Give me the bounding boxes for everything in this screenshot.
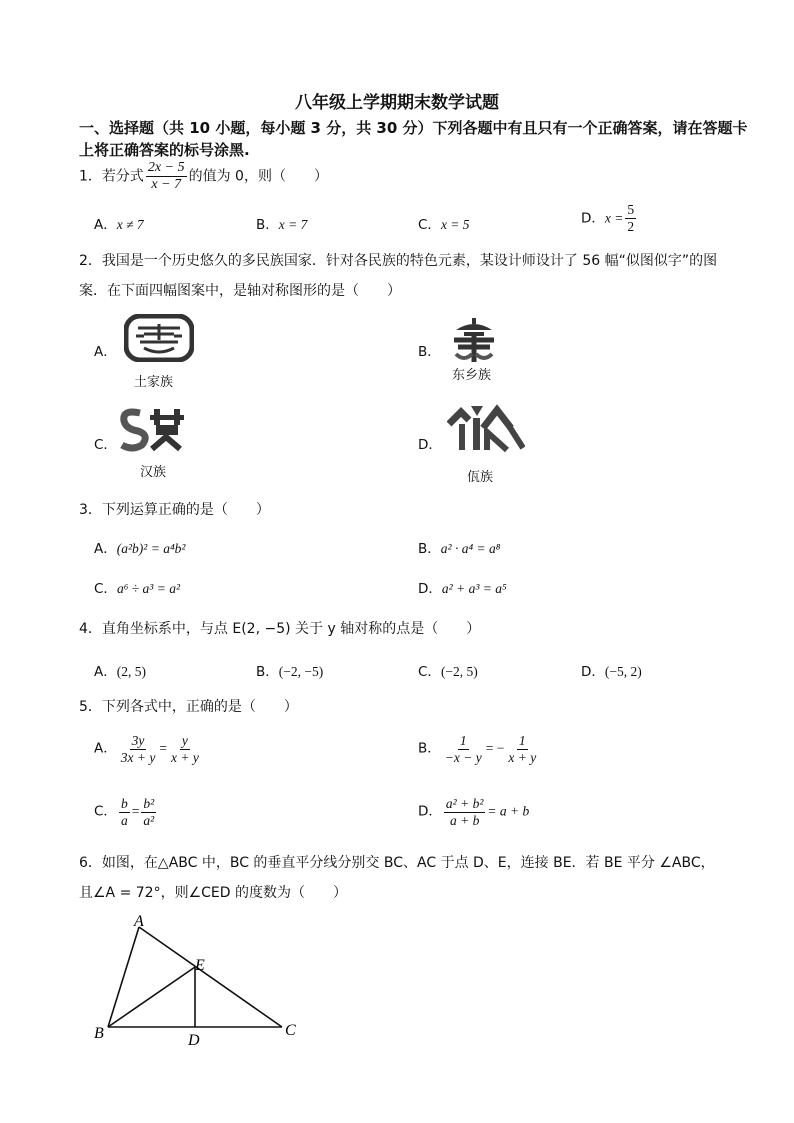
option-d[interactable]: [418, 577, 507, 597]
fraction-denominator: 2: [627, 219, 635, 234]
question-number: 3．: [79, 502, 102, 518]
question-2: [79, 250, 717, 270]
option-b[interactable]: [418, 733, 540, 766]
option-d[interactable]: [581, 202, 638, 235]
option-text: a² · a⁴ = a⁸: [440, 541, 501, 556]
option-c[interactable]: [94, 796, 158, 829]
question-number: 4．: [79, 621, 102, 637]
option-label: D．: [581, 664, 605, 680]
option-text: (a²b)² = a⁴b²: [116, 541, 186, 556]
fraction-numerator: 1: [518, 733, 526, 748]
label-a: A: [134, 913, 144, 930]
question-text: 下列各式中，正确的是（ ）: [101, 699, 298, 715]
equals-sign: = −: [485, 740, 505, 756]
caption-tujia: 土家族: [134, 375, 174, 390]
question-5: [79, 696, 298, 716]
option-label: C．: [94, 803, 117, 820]
fraction: [146, 160, 187, 193]
fraction-numerator: b²: [143, 796, 155, 811]
option-label: B．: [256, 217, 279, 233]
label-c: C: [285, 1022, 296, 1039]
option-a[interactable]: A．: [94, 344, 117, 360]
option-label: A．: [94, 664, 117, 680]
option-b[interactable]: [418, 537, 500, 557]
option-text: x = 5: [440, 217, 470, 232]
segment-be: [108, 967, 195, 1027]
question-1: [79, 160, 328, 193]
dongxiang-pattern-icon: [450, 316, 498, 368]
wa-pattern-icon: [447, 402, 525, 458]
question-text: 下列运算正确的是（ ）: [101, 502, 270, 518]
question-text: 若分式: [101, 168, 144, 185]
option-label: D．: [418, 803, 442, 820]
fraction: [119, 796, 130, 829]
fraction-numerator: y: [181, 733, 188, 748]
fraction-denominator: a: [120, 813, 128, 828]
question-number: 5．: [79, 699, 102, 715]
option-b[interactable]: B．: [418, 344, 441, 360]
han-pattern-icon: [118, 405, 190, 457]
fraction: [444, 796, 485, 829]
option-a[interactable]: [94, 660, 146, 680]
option-label: C．: [418, 217, 441, 233]
label-d: D: [188, 1032, 200, 1049]
fraction-numerator: b: [120, 796, 128, 811]
equals-sign: =: [159, 740, 167, 756]
option-b[interactable]: [256, 213, 307, 233]
label-b: B: [94, 1025, 104, 1042]
label-e: E: [195, 957, 205, 974]
option-c[interactable]: [418, 213, 470, 233]
fraction-denominator: x + y: [170, 750, 199, 765]
option-label: C．: [418, 664, 441, 680]
option-a[interactable]: [94, 733, 203, 766]
caption-han: 汉族: [140, 465, 167, 480]
question-6: [79, 852, 715, 872]
option-label: C．: [94, 581, 117, 597]
fraction-denominator: −x − y: [444, 750, 482, 765]
option-label: D．: [581, 210, 605, 227]
option-label: B．: [256, 664, 279, 680]
option-text: (−2, −5): [278, 664, 324, 679]
fraction-numerator: 3y: [131, 733, 145, 748]
question-text: 我国是一个历史悠久的多民族国家．针对各民族的特色元素，某设计师设计了 56 幅“似图似字”的图: [101, 253, 718, 269]
caption-wa: 佤族: [467, 470, 494, 485]
option-label: B．: [418, 541, 441, 557]
option-text: = a + b: [487, 803, 530, 819]
option-c[interactable]: C．: [94, 437, 117, 453]
side-ab: [108, 927, 139, 1027]
fraction-numerator: 5: [627, 202, 635, 217]
option-label: D．: [418, 581, 442, 597]
fraction: [119, 733, 158, 766]
fraction: [141, 796, 156, 829]
side-ac: [139, 927, 282, 1027]
option-text: x ≠ 7: [116, 217, 144, 232]
section-heading: 一、选择题（共 10 小题，每小题 3 分，共 30 分）下列各题中有且只有一个正确答案，请在答题卡上将正确答案的标号涂黑.: [79, 119, 748, 159]
fraction-denominator: a + b: [449, 813, 480, 828]
option-label: A．: [94, 740, 117, 757]
option-text: (−5, 2): [604, 664, 642, 679]
option-a[interactable]: [94, 213, 144, 233]
option-text: (−2, 5): [440, 664, 478, 679]
question-number: 6．: [79, 855, 102, 871]
fraction-numerator: 2x − 5: [147, 160, 185, 175]
tujia-pattern-icon: [124, 314, 194, 366]
triangle-figure: [88, 910, 318, 1054]
option-a[interactable]: [94, 537, 185, 557]
option-c[interactable]: [94, 577, 180, 597]
fraction-denominator: x + y: [508, 750, 537, 765]
option-d[interactable]: D．: [418, 437, 442, 453]
question-2-line2: 案．在下面四幅图案中，是轴对称图形的是（ ）: [79, 283, 401, 299]
fraction-numerator: 1: [459, 733, 467, 748]
question-6-line2: 且∠A = 72°，则∠CED 的度数为（ ）: [79, 885, 347, 901]
option-d[interactable]: [418, 796, 529, 829]
option-text: x = 7: [278, 217, 308, 232]
option-label: A．: [94, 217, 117, 233]
fraction-denominator: 3x + y: [120, 750, 156, 765]
fraction-denominator: a²: [143, 813, 155, 828]
question-text: 如图，在△ABC 中，BC 的垂直平分线分别交 BC、AC 于点 D、E，连接 BE．若 BE 平分 ∠ABC，: [101, 855, 715, 871]
fraction: [625, 202, 636, 235]
fraction: [506, 733, 538, 766]
question-number: 2．: [79, 253, 102, 269]
fraction-denominator: x − 7: [151, 177, 182, 192]
option-label: A．: [94, 541, 117, 557]
equals-sign: =: [131, 803, 140, 819]
caption-dongxiang: 东乡族: [452, 368, 492, 383]
option-b[interactable]: [256, 660, 323, 680]
question-4: [79, 618, 480, 638]
option-c[interactable]: [418, 660, 478, 680]
fraction: [169, 733, 201, 766]
option-text: x =: [604, 210, 624, 226]
question-text: 的值为 0，则（ ）: [188, 168, 328, 185]
question-text: 直角坐标系中，与点 E(2, −5) 关于 y 轴对称的点是（ ）: [101, 621, 481, 637]
option-text: a⁶ ÷ a³ = a²: [116, 581, 180, 596]
fraction: [443, 733, 484, 766]
option-text: a² + a³ = a⁵: [441, 581, 507, 596]
question-3: [79, 499, 270, 519]
option-text: (2, 5): [116, 664, 146, 679]
option-d[interactable]: [581, 660, 642, 680]
page-title: 八年级上学期期末数学试题: [295, 93, 499, 113]
question-number: 1．: [79, 168, 102, 185]
option-label: B．: [418, 740, 441, 757]
fraction-numerator: a² + b²: [445, 796, 484, 811]
